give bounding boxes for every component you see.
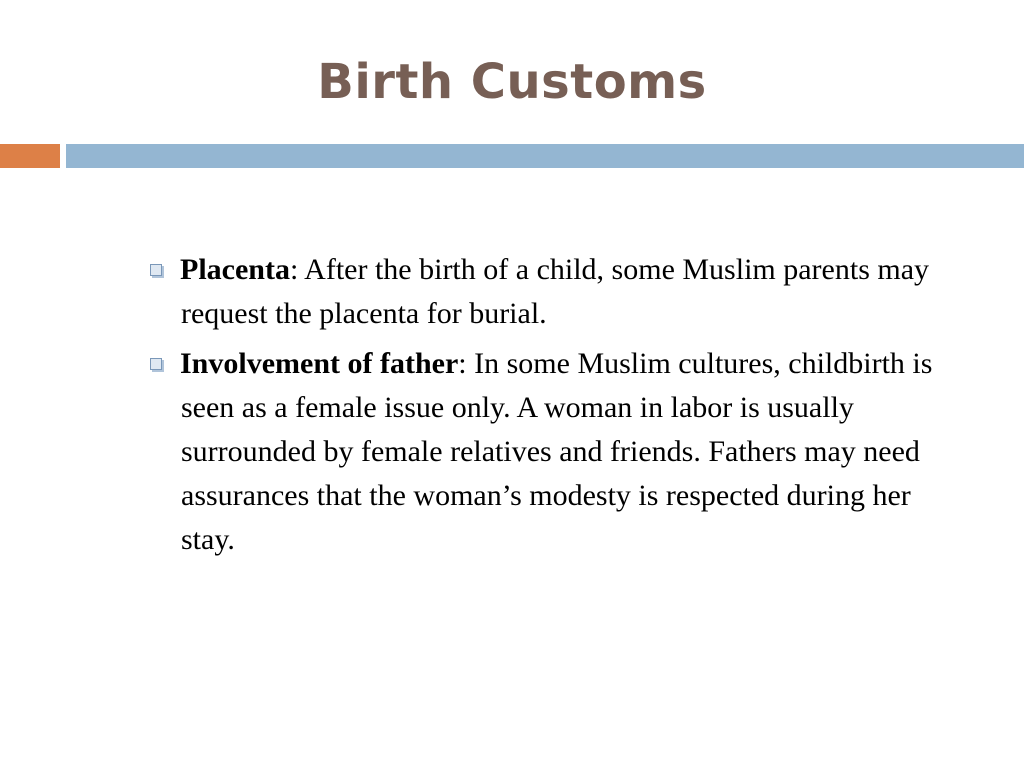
bullet-term: Involvement of father	[180, 347, 459, 380]
bullet-text: After the birth of a child, some Muslim parents may request the placenta for burial.	[181, 253, 930, 330]
list-item	[122, 248, 942, 336]
title-divider-bar	[66, 144, 1024, 168]
bullet-term: Placenta	[180, 253, 290, 286]
list-item	[122, 342, 942, 562]
slide-title: Birth Customs	[317, 54, 707, 110]
square-bullet-icon	[150, 358, 162, 370]
bullet-list	[122, 248, 942, 568]
bullet-separator: :	[289, 253, 299, 286]
bullet-separator: :	[458, 347, 467, 380]
square-bullet-icon	[150, 264, 162, 276]
bullet-text: In some Muslim cultures, childbirth is seen as a female issue only. A woman in labor is usually surrounded by female relatives and friends. Fathers may need assurances that the woman’s modesty is respected during her stay.	[181, 347, 933, 556]
title-divider-accent	[0, 144, 60, 168]
